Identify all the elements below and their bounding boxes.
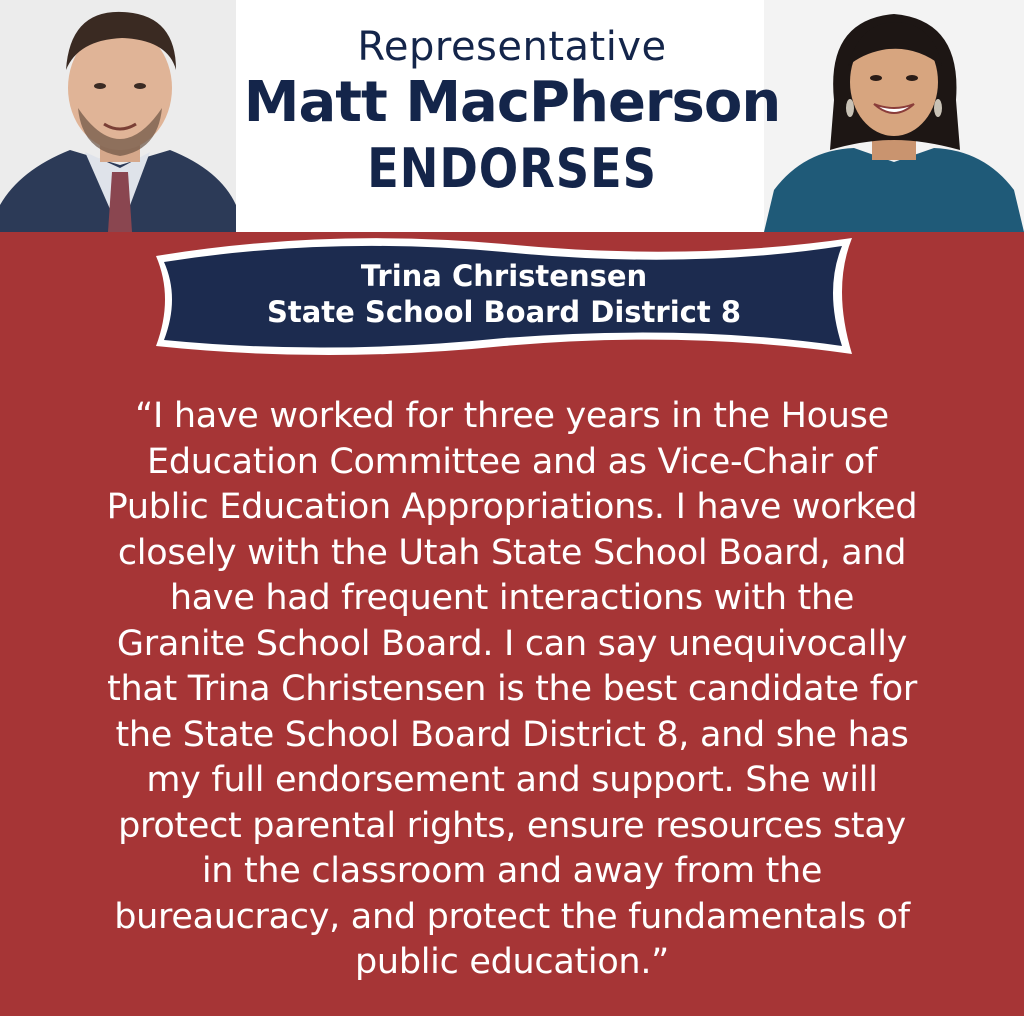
headline-title-line: Representative — [357, 24, 667, 70]
banner-candidate-name: Trina Christensen — [360, 259, 648, 293]
banner-text — [148, 258, 860, 330]
endorsement-quote: “I have worked for three years in the House Education Committee and as Vice-Chair of Public Education Appropriations. I have worked closely with the Utah State School Board, and have had frequent interactions with the Granite School Board. I can say unequivocally that Trina Christensen is the best candidate for the State School Board District 8, and she has my full endorsement and support. She will protect parental rights, ensure resources stay in the classroom and away from the bureaucracy, and protect the fundamentals of public education.” — [106, 396, 918, 982]
banner-office: State School Board District 8 — [266, 295, 741, 329]
headline-endorses-line: ENDORSES — [367, 137, 657, 200]
candidate-banner — [148, 228, 860, 368]
headline-name-line: Matt MacPherson — [243, 70, 781, 135]
headline — [180, 22, 844, 204]
